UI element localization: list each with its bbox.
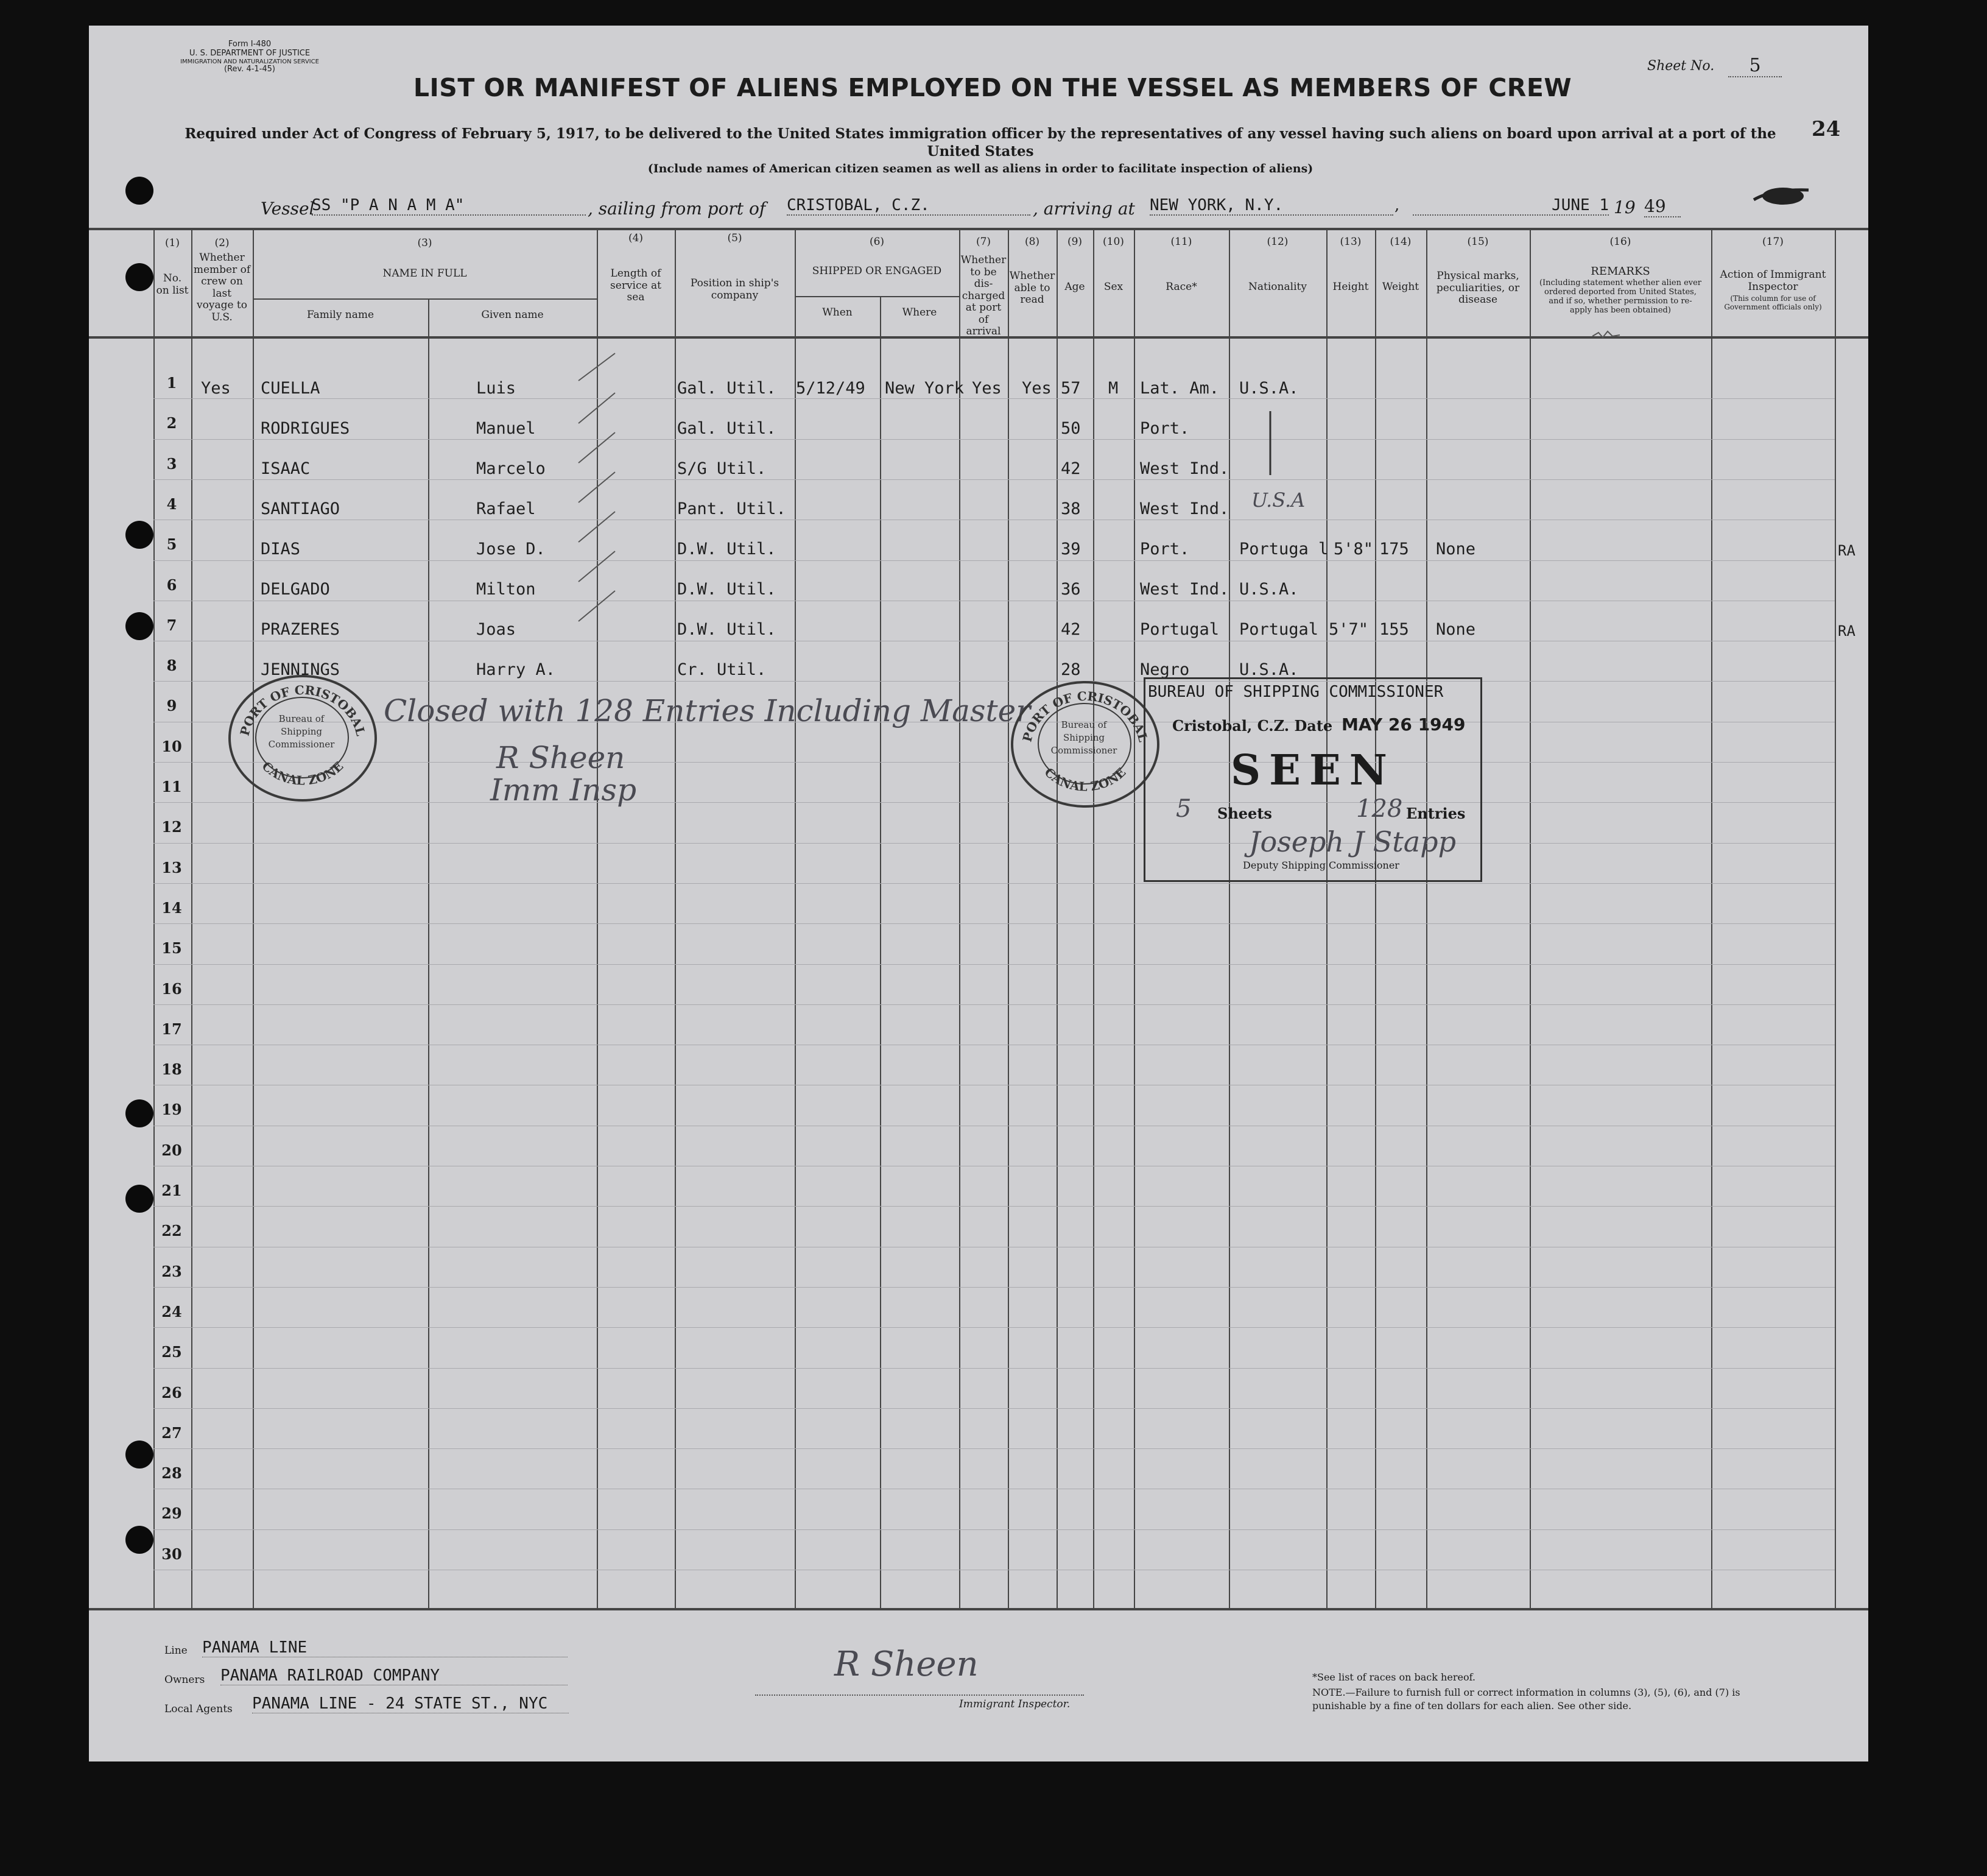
year-prefix: 19 bbox=[1614, 197, 1636, 217]
check-marks bbox=[572, 347, 627, 640]
header-action-note: (This column for use of Government officials only) bbox=[1724, 294, 1822, 311]
ditto-line bbox=[1264, 408, 1276, 481]
row-rule bbox=[153, 560, 1835, 561]
row3-race: West Ind. bbox=[1140, 459, 1229, 478]
col-num-9: (9) bbox=[1067, 236, 1083, 248]
page-title: LIST OR MANIFEST OF ALIENS EMPLOYED ON THE VESSEL AS MEMBERS OF CREW bbox=[413, 73, 1572, 102]
col-num-5: (5) bbox=[727, 232, 742, 244]
col-num-15: (15) bbox=[1467, 236, 1489, 248]
row-rule bbox=[153, 1327, 1835, 1328]
port-stamp-left-top: PORT OF CRISTOBAL bbox=[237, 682, 368, 738]
punch-hole bbox=[125, 612, 153, 640]
punch-hole bbox=[125, 1099, 153, 1127]
row6-position: D.W. Util. bbox=[677, 580, 776, 599]
header-able-read: Whether able to read bbox=[1009, 270, 1055, 306]
row-number: 14 bbox=[161, 899, 182, 917]
port-stamp-right-top: PORT OF CRISTOBAL bbox=[1019, 688, 1151, 744]
row1-race: Lat. Am. bbox=[1140, 379, 1220, 398]
row-rule bbox=[153, 1206, 1835, 1207]
footer-owners-label: Owners bbox=[164, 1674, 205, 1686]
form-number: Form I-480 bbox=[228, 40, 272, 49]
row1-last-voyage: Yes bbox=[201, 379, 231, 398]
row-rule bbox=[153, 883, 1835, 884]
row4-family: SANTIAGO bbox=[261, 499, 340, 518]
row7-action: RA bbox=[1838, 622, 1855, 640]
row-rule bbox=[153, 1287, 1835, 1288]
row1-age: 57 bbox=[1061, 379, 1081, 398]
row5-given: Jose D. bbox=[476, 540, 546, 559]
row1-given: Luis bbox=[476, 379, 516, 398]
row5-position: D.W. Util. bbox=[677, 540, 776, 559]
seen-stamp-header: BUREAU OF SHIPPING COMMISSIONER bbox=[1148, 683, 1444, 701]
seen-stamp-entries-label: Entries bbox=[1406, 805, 1466, 822]
footer-line: PANAMA LINE bbox=[202, 1638, 568, 1657]
punch-hole bbox=[125, 1440, 153, 1469]
row4-nationality: U.S.A bbox=[1251, 488, 1306, 512]
header-family-name: Family name bbox=[306, 309, 375, 321]
arriving-port: NEW YORK, N.Y. bbox=[1150, 196, 1393, 216]
row-number: 26 bbox=[161, 1384, 182, 1402]
row-rule bbox=[153, 1448, 1835, 1449]
year-suffix: 49 bbox=[1644, 196, 1681, 217]
subtitle: Required under Act of Congress of February 5, 1917, to be delivered to the United States immigration officer by the representatives of any vessel having such aliens on board upon arrival at a port of the United States bbox=[185, 125, 1776, 160]
row-number: 2 bbox=[166, 414, 177, 432]
row1-read: Yes bbox=[1022, 379, 1052, 398]
punch-hole bbox=[125, 263, 153, 291]
inspector-title-handwritten: Imm Insp bbox=[490, 772, 637, 808]
row2-given: Manuel bbox=[476, 419, 536, 438]
row-number: 25 bbox=[161, 1343, 182, 1361]
row-rule bbox=[153, 843, 1835, 844]
row-number: 20 bbox=[161, 1141, 182, 1159]
header-length-service: Length of service at sea bbox=[610, 267, 661, 304]
header-no-on-list: No. on list bbox=[156, 272, 189, 297]
closed-note: Closed with 128 Entries Including Master bbox=[384, 693, 1031, 728]
row2-position: Gal. Util. bbox=[677, 419, 776, 438]
row5-nationality: Portuga l bbox=[1239, 540, 1329, 559]
row7-height: 5'7" bbox=[1329, 620, 1369, 639]
row-rule bbox=[153, 1408, 1835, 1409]
col-num-10: (10) bbox=[1103, 236, 1124, 248]
row7-family: PRAZERES bbox=[261, 620, 340, 639]
header-where: Where bbox=[902, 306, 937, 319]
punch-hole bbox=[125, 1526, 153, 1554]
row-rule bbox=[153, 1368, 1835, 1369]
row7-given: Joas bbox=[476, 620, 516, 639]
col-num-3: (3) bbox=[417, 237, 432, 249]
row5-weight: 175 bbox=[1379, 540, 1409, 559]
row5-race: Port. bbox=[1140, 540, 1190, 559]
row5-height: 5'8" bbox=[1334, 540, 1374, 559]
row1-position: Gal. Util. bbox=[677, 379, 776, 398]
seen-stamp-sheets-value: 5 bbox=[1176, 795, 1192, 823]
row-number: 11 bbox=[161, 778, 182, 795]
page-number: 24 bbox=[1812, 117, 1841, 141]
row3-given: Marcelo bbox=[476, 459, 546, 478]
svg-text:CANAL ZONE bbox=[259, 759, 346, 788]
seen-stamp-sig-title: Deputy Shipping Commissioner bbox=[1243, 859, 1399, 871]
row-number: 13 bbox=[161, 859, 182, 876]
col-num-11: (11) bbox=[1170, 236, 1192, 248]
footer-inspector-signature: R Sheen bbox=[834, 1645, 979, 1684]
arriving-label: , arriving at bbox=[1033, 199, 1135, 219]
form-info bbox=[146, 40, 353, 74]
row-number: 12 bbox=[161, 818, 182, 836]
seen-stamp-entries-value: 128 bbox=[1356, 795, 1403, 823]
col-num-8: (8) bbox=[1024, 236, 1040, 248]
row-rule bbox=[153, 398, 1835, 399]
service: IMMIGRATION AND NATURALIZATION SERVICE bbox=[180, 58, 319, 65]
seen-stamp-signature: Joseph J Stapp bbox=[1249, 825, 1457, 858]
row-rule bbox=[153, 479, 1835, 480]
footer-owners: PANAMA RAILROAD COMPANY bbox=[220, 1666, 568, 1685]
row-number: 3 bbox=[166, 455, 177, 473]
port-stamp-right-center: Bureau of Shipping Commissioner bbox=[1050, 719, 1117, 756]
revision: (Rev. 4-1-45) bbox=[223, 65, 275, 74]
header-weight: Weight bbox=[1382, 281, 1419, 293]
col-num-6: (6) bbox=[869, 236, 885, 248]
header-race: Race* bbox=[1166, 281, 1197, 293]
port-stamp-left-center: Bureau of Shipping Commissioner bbox=[268, 713, 335, 750]
row2-family: RODRIGUES bbox=[261, 419, 350, 438]
seen-stamp bbox=[1144, 677, 1482, 882]
row4-race: West Ind. bbox=[1140, 499, 1229, 518]
row1-sex: M bbox=[1108, 379, 1119, 398]
header-remarks: REMARKS bbox=[1591, 265, 1650, 278]
header-name-in-full: NAME IN FULL bbox=[382, 267, 467, 280]
row-number: 5 bbox=[166, 535, 177, 553]
row7-physical: None bbox=[1436, 620, 1476, 639]
row5-age: 39 bbox=[1061, 540, 1081, 559]
row2-race: Port. bbox=[1140, 419, 1190, 438]
row6-age: 36 bbox=[1061, 580, 1081, 599]
sheet-number: 5 bbox=[1728, 55, 1782, 77]
row6-given: Milton bbox=[476, 580, 536, 599]
row8-family: JENNINGS bbox=[261, 660, 340, 679]
row-number: 8 bbox=[166, 657, 177, 674]
punch-hole bbox=[125, 521, 153, 549]
footer-inspector-label: Immigrant Inspector. bbox=[959, 1698, 1071, 1710]
row5-family: DIAS bbox=[261, 540, 301, 559]
col-num-2: (2) bbox=[214, 237, 230, 249]
col-num-7: (7) bbox=[976, 236, 991, 248]
row-number: 21 bbox=[161, 1182, 182, 1199]
col-num-4: (4) bbox=[628, 232, 644, 244]
subnote: (Include names of American citizen seamen as well as aliens in order to facilitate inspection of aliens) bbox=[647, 162, 1314, 175]
row-number: 24 bbox=[161, 1303, 182, 1321]
row-rule bbox=[153, 1004, 1835, 1005]
footer-agents-label: Local Agents bbox=[164, 1703, 233, 1715]
row-number: 7 bbox=[166, 616, 177, 634]
row6-race: West Ind. bbox=[1140, 580, 1229, 599]
header-remarks-note: (Including statement whether alien ever ordered deported from United States, and if so, whether permission to re-apply has been obtained) bbox=[1539, 278, 1702, 315]
row1-nationality: U.S.A. bbox=[1239, 379, 1299, 398]
row-number: 10 bbox=[161, 738, 182, 755]
header-physical: Physical marks, peculiarities, or disease bbox=[1436, 270, 1520, 306]
row-rule bbox=[153, 762, 1835, 763]
seen-stamp-place: Cristobal, C.Z. Date bbox=[1172, 717, 1333, 735]
header-sex: Sex bbox=[1103, 281, 1124, 293]
row-number: 27 bbox=[161, 1424, 182, 1442]
col-num-16: (16) bbox=[1609, 236, 1631, 248]
punch-hole bbox=[125, 177, 153, 205]
row-number: 6 bbox=[166, 576, 177, 594]
row1-discharged: Yes bbox=[972, 379, 1002, 398]
sailing-label: , sailing from port of bbox=[588, 199, 766, 219]
row8-race: Negro bbox=[1140, 660, 1190, 679]
sheet-label: Sheet No. bbox=[1647, 58, 1715, 74]
scribble-mark bbox=[1589, 328, 1626, 342]
row4-given: Rafael bbox=[476, 499, 536, 518]
punch-hole bbox=[125, 1185, 153, 1213]
svg-text:CANAL ZONE bbox=[1042, 765, 1129, 794]
vessel-label: Vessel bbox=[261, 199, 315, 219]
ink-blot bbox=[1748, 183, 1815, 213]
vessel-name: SS "P A N A M A" bbox=[312, 196, 586, 216]
arrival-date: JUNE 1 bbox=[1413, 196, 1609, 216]
footer-note: NOTE.—Failure to furnish full or correct information in columns (3), (5), (6), and (7) is punishable by a fine of ten dollars for each alien. See other side. bbox=[1312, 1687, 1740, 1712]
row6-family: DELGADO bbox=[261, 580, 330, 599]
col-num-14: (14) bbox=[1390, 236, 1412, 248]
row7-nationality: Portugal bbox=[1239, 620, 1319, 639]
header-given-name: Given name bbox=[481, 309, 544, 321]
seen-stamp-date: MAY 26 1949 bbox=[1342, 714, 1466, 735]
row-number: 28 bbox=[161, 1464, 182, 1482]
inspector-signature: R Sheen bbox=[496, 740, 625, 775]
department: U. S. DEPARTMENT OF JUSTICE bbox=[189, 48, 311, 58]
row7-weight: 155 bbox=[1379, 620, 1409, 639]
port-stamp-left bbox=[228, 675, 377, 802]
row3-family: ISAAC bbox=[261, 459, 311, 478]
col-num-17: (17) bbox=[1762, 236, 1784, 248]
port-stamp-right-bottom: CANAL ZONE bbox=[1041, 764, 1129, 794]
row-number: 9 bbox=[166, 697, 177, 714]
row-rule bbox=[153, 439, 1835, 440]
row4-position: Pant. Util. bbox=[677, 499, 786, 518]
header-discharged: Whether to be dis-charged at port of arrival bbox=[960, 254, 1007, 338]
row7-age: 42 bbox=[1061, 620, 1081, 639]
col-num-12: (12) bbox=[1267, 236, 1289, 248]
signature-line bbox=[755, 1694, 1084, 1696]
row-number: 4 bbox=[166, 495, 177, 513]
sailing-port: CRISTOBAL, C.Z. bbox=[787, 196, 1030, 216]
row-number: 30 bbox=[161, 1545, 182, 1563]
row6-nationality: U.S.A. bbox=[1239, 580, 1299, 599]
row-number: 29 bbox=[161, 1504, 182, 1522]
row-rule bbox=[153, 681, 1835, 682]
row7-position: D.W. Util. bbox=[677, 620, 776, 639]
row-number: 22 bbox=[161, 1222, 182, 1240]
header-shipped: SHIPPED OR ENGAGED bbox=[812, 265, 942, 277]
row1-family: CUELLA bbox=[261, 379, 320, 398]
row1-where: New York bbox=[885, 379, 965, 398]
header-when: When bbox=[822, 306, 853, 319]
footer-line-label: Line bbox=[164, 1645, 188, 1657]
header-nationality: Nationality bbox=[1248, 281, 1307, 293]
row7-race: Portugal bbox=[1140, 620, 1220, 639]
row8-position: Cr. Util. bbox=[677, 660, 767, 679]
header-position: Position in ship's company bbox=[690, 277, 779, 302]
header-action: Action of Immigrant Inspector bbox=[1720, 269, 1826, 293]
row-rule bbox=[153, 964, 1835, 965]
row-rule bbox=[153, 923, 1835, 924]
port-stamp-right bbox=[1011, 681, 1159, 808]
row8-given: Harry A. bbox=[476, 660, 556, 679]
row-number: 23 bbox=[161, 1263, 182, 1280]
col-num-13: (13) bbox=[1340, 236, 1362, 248]
row8-age: 28 bbox=[1061, 660, 1081, 679]
footer-races-note: *See list of races on back hereof. bbox=[1312, 1671, 1476, 1683]
row2-age: 50 bbox=[1061, 419, 1081, 438]
row3-age: 42 bbox=[1061, 459, 1081, 478]
row1-when: 5/12/49 bbox=[796, 379, 865, 398]
row-number: 17 bbox=[161, 1020, 182, 1038]
row-rule bbox=[153, 1529, 1835, 1530]
row4-age: 38 bbox=[1061, 499, 1081, 518]
col-num-1: (1) bbox=[164, 237, 180, 249]
seen-stamp-seen: SEEN bbox=[1231, 746, 1396, 795]
row-number: 16 bbox=[161, 980, 182, 998]
header-height: Height bbox=[1332, 281, 1369, 293]
row-number: 18 bbox=[161, 1060, 182, 1078]
row-number: 19 bbox=[161, 1101, 182, 1118]
port-stamp-left-bottom: CANAL ZONE bbox=[259, 758, 346, 788]
header-last-voyage: Whether member of crew on last voyage to U.S. bbox=[193, 252, 251, 323]
seen-stamp-sheets-label: Sheets bbox=[1217, 805, 1272, 822]
row-rule bbox=[153, 802, 1835, 803]
header-age: Age bbox=[1064, 281, 1085, 293]
row3-position: S/G Util. bbox=[677, 459, 767, 478]
row8-nationality: U.S.A. bbox=[1239, 660, 1299, 679]
row5-physical: None bbox=[1436, 540, 1476, 559]
row5-action: RA bbox=[1838, 542, 1855, 559]
row-number: 1 bbox=[166, 374, 177, 392]
footer-agents: PANAMA LINE - 24 STATE ST., NYC bbox=[252, 1694, 569, 1713]
row-number: 15 bbox=[161, 939, 182, 957]
